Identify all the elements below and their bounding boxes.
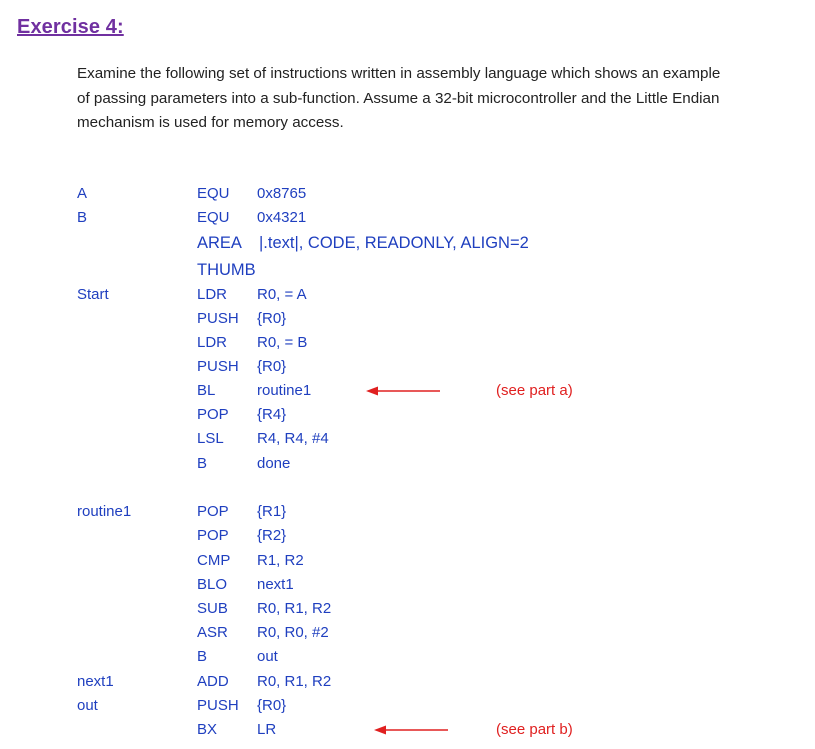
code-operands: {R4} bbox=[257, 406, 287, 423]
code-line bbox=[0, 550, 815, 572]
code-operands: 0x4321 bbox=[257, 209, 307, 226]
code-operands: |.text|, CODE, READONLY, ALIGN=2 bbox=[259, 234, 529, 252]
code-mnemonic: PUSH bbox=[197, 358, 239, 375]
code-line bbox=[0, 428, 815, 450]
code-operands: 0x8765 bbox=[257, 185, 307, 202]
code-line bbox=[0, 646, 815, 668]
code-operands: R4, R4, #4 bbox=[257, 430, 329, 447]
code-line bbox=[0, 332, 815, 354]
code-line bbox=[0, 501, 815, 523]
code-operands: next1 bbox=[257, 576, 294, 593]
code-operands: R0, R1, R2 bbox=[257, 600, 332, 617]
see-part-a-note: (see part a) bbox=[496, 382, 573, 399]
intro-paragraph bbox=[77, 62, 807, 136]
code-mnemonic: ASR bbox=[197, 624, 228, 641]
code-line bbox=[0, 598, 815, 620]
code-operands: {R0} bbox=[257, 358, 287, 375]
code-mnemonic: POP bbox=[197, 406, 229, 423]
code-operands: R0, R1, R2 bbox=[257, 673, 332, 690]
code-label: out bbox=[77, 697, 98, 714]
code-line bbox=[0, 232, 815, 254]
code-line bbox=[0, 356, 815, 378]
code-line bbox=[0, 622, 815, 644]
code-label: next1 bbox=[77, 673, 114, 690]
code-line bbox=[0, 574, 815, 596]
code-mnemonic: CMP bbox=[197, 552, 231, 569]
code-label: routine1 bbox=[77, 503, 132, 520]
code-label: A bbox=[77, 185, 88, 202]
code-operands: {R0} bbox=[257, 697, 287, 714]
code-operands: LR bbox=[257, 721, 277, 738]
code-mnemonic: EQU bbox=[197, 185, 230, 202]
code-operands: routine1 bbox=[257, 382, 312, 399]
code-operands: R0, = B bbox=[257, 334, 308, 351]
code-mnemonic: AREA bbox=[197, 234, 242, 252]
code-operands: R1, R2 bbox=[257, 552, 304, 569]
code-label: Start bbox=[77, 286, 109, 303]
code-line bbox=[0, 404, 815, 426]
intro-line: Examine the following set of instructions written in assembly language which shows an example bbox=[77, 65, 721, 82]
code-line bbox=[0, 259, 815, 281]
code-line bbox=[0, 695, 815, 717]
code-operands: out bbox=[257, 648, 278, 665]
code-mnemonic: EQU bbox=[197, 209, 230, 226]
code-label: B bbox=[77, 209, 88, 226]
exercise-title: Exercise 4: bbox=[17, 16, 124, 38]
code-line bbox=[0, 284, 815, 306]
code-mnemonic: B bbox=[197, 648, 208, 665]
code-line bbox=[0, 671, 815, 693]
code-operands: {R0} bbox=[257, 310, 287, 327]
code-operands: {R1} bbox=[257, 503, 287, 520]
code-mnemonic: PUSH bbox=[197, 310, 239, 327]
code-mnemonic: LDR bbox=[197, 334, 228, 351]
see-part-b-note: (see part b) bbox=[496, 721, 573, 738]
code-mnemonic: PUSH bbox=[197, 697, 239, 714]
code-mnemonic: B bbox=[197, 455, 208, 472]
code-mnemonic: THUMB bbox=[197, 261, 256, 279]
code-operands: R0, = A bbox=[257, 286, 307, 303]
left-arrow-icon bbox=[374, 723, 450, 737]
code-line bbox=[0, 308, 815, 330]
code-mnemonic: BLO bbox=[197, 576, 228, 593]
code-mnemonic: BX bbox=[197, 721, 218, 738]
code-operands: done bbox=[257, 455, 291, 472]
left-arrow-icon bbox=[366, 384, 442, 398]
code-mnemonic: SUB bbox=[197, 600, 228, 617]
code-mnemonic: LSL bbox=[197, 430, 224, 447]
code-mnemonic: POP bbox=[197, 503, 229, 520]
code-line bbox=[0, 183, 815, 205]
code-line bbox=[0, 525, 815, 547]
code-line bbox=[0, 453, 815, 475]
intro-line: mechanism is used for memory access. bbox=[77, 114, 344, 131]
intro-line: of passing parameters into a sub-function. Assume a 32-bit microcontroller and the Little Endian bbox=[77, 89, 720, 107]
code-mnemonic: POP bbox=[197, 527, 229, 544]
code-mnemonic: BL bbox=[197, 382, 216, 399]
code-line bbox=[0, 207, 815, 229]
code-mnemonic: LDR bbox=[197, 286, 228, 303]
code-mnemonic: ADD bbox=[197, 673, 229, 690]
code-operands: {R2} bbox=[257, 527, 287, 544]
code-operands: R0, R0, #2 bbox=[257, 624, 329, 641]
